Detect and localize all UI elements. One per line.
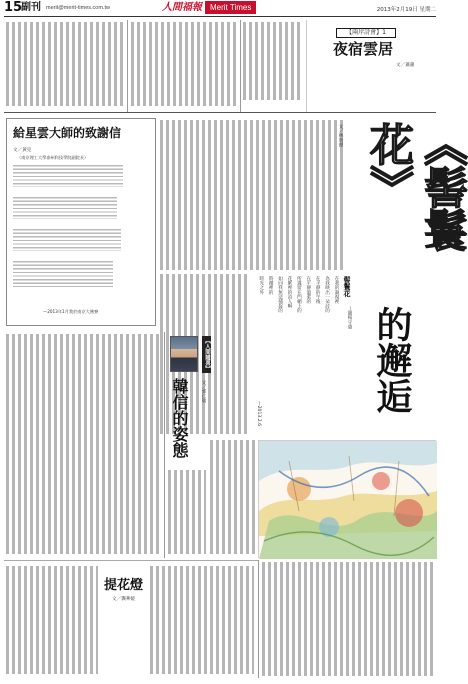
poem-line: 在平靜的午後	[315, 276, 321, 304]
letter-date: —2013年1月我於南京大佛寮	[43, 309, 99, 314]
divider	[127, 20, 128, 112]
feature-title-solid: 的邂逅	[371, 306, 413, 414]
series-poem-byline: 文／蕭蕭	[396, 63, 415, 68]
poem-line: 如同我無法捕捉的	[277, 276, 283, 313]
letter-stanza-1	[13, 165, 123, 187]
divider	[164, 332, 165, 558]
author-photo	[170, 336, 198, 372]
letter-affiliation: （南京理工大學泰州科技學院副院長）	[17, 155, 89, 160]
column-text-block-2	[168, 470, 206, 554]
letter-stanza-4	[13, 261, 113, 287]
poem2-text-left	[6, 566, 98, 674]
masthead-english: Merit Times	[205, 1, 256, 14]
contact-email: merit@merit-times.com.tw	[46, 5, 110, 11]
feature-text-block	[160, 120, 346, 270]
column-byline: 文／郭仁明	[201, 380, 206, 403]
column-title: 韓信的姿態	[170, 378, 189, 458]
letter-byline: 文／黃克	[13, 148, 32, 153]
text-block-bottom-left	[6, 334, 160, 554]
page-number: 15	[4, 0, 23, 15]
column-text-block	[210, 440, 256, 554]
poem-line: 花絮裡的詩人啊	[286, 276, 292, 309]
section-rule	[4, 112, 436, 113]
feature-poem-lines	[257, 276, 340, 313]
poem-line: 時鐘裡的	[268, 276, 274, 295]
divider	[240, 20, 241, 112]
section-rule	[4, 560, 258, 561]
divider	[306, 20, 307, 112]
feature-poem-date: —2013.2.6	[256, 400, 261, 426]
poem-line: 在我的凝視裡	[334, 276, 339, 304]
poem-line: 在平靜溫柔的	[305, 276, 311, 304]
series-tag: 【兩岸詩會】1	[336, 28, 396, 38]
poem2-text-right	[150, 566, 254, 674]
letter-box	[6, 118, 156, 326]
poem2-title: 提花燈	[104, 578, 144, 593]
painting-svg	[259, 441, 437, 559]
feature-byline: 文／林明理	[338, 124, 343, 147]
poem2-byline: 文／龔華媛	[112, 597, 135, 602]
poem-line: 時光之外	[258, 276, 264, 295]
divider	[258, 560, 259, 678]
text-block-top-left	[6, 22, 124, 106]
poem-line: 為我映出一朵詩的	[324, 276, 330, 313]
feature-poem-subtitle: —題楊守愚	[347, 306, 352, 329]
letter-stanza-2	[13, 197, 117, 219]
feature-text-bottom	[262, 562, 436, 676]
text-block-series-poem	[243, 22, 301, 100]
series-poem-title: 夜宿雲居	[333, 40, 394, 58]
masthead-name: 人間福報	[162, 2, 202, 13]
masthead	[162, 1, 256, 14]
header-rule	[4, 16, 436, 17]
feature-poem-title: 髻鬟花	[343, 276, 351, 297]
watercolor-painting	[258, 440, 436, 558]
section-name: 副刊	[21, 2, 41, 13]
issue-date: 2013年2月19日 星期二	[376, 7, 436, 13]
text-block-top-middle	[131, 22, 237, 106]
column-tag: 【人間隨喜】	[204, 338, 210, 371]
feature-title-outlined: 《髻鬟花》	[362, 122, 467, 251]
letter-stanza-3	[13, 229, 121, 251]
feature-poem	[252, 276, 352, 426]
poem-line: 所遺留在門楣上的	[296, 276, 302, 313]
page-header	[0, 0, 440, 16]
letter-title: 給星雲大師的致謝信	[13, 126, 122, 140]
